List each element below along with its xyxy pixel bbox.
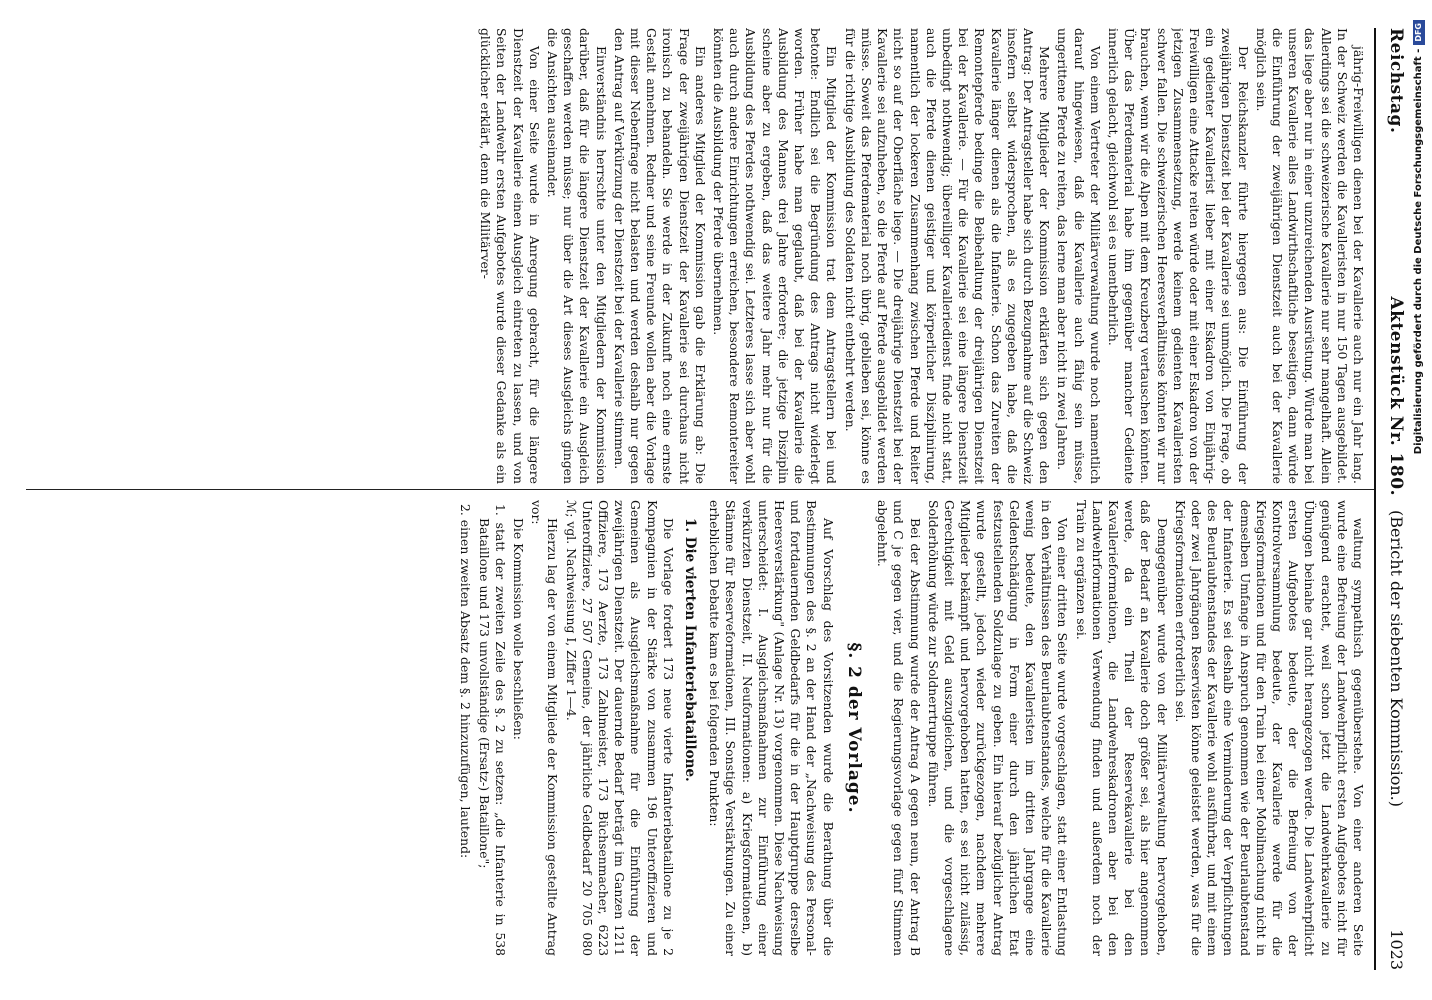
digitization-note: Digitalisierung gefördert durch die Deutsche Forschungsgemeinschaft - <box>1413 48 1424 455</box>
paragraph: Auf Vorschlag des Vorsitzenden wurde die Berathung über die Bestimmungen des §. 2 an der Hand der „Nachweisung des Personal- und fortdauernden Geldbedarfs für die in der Hauptgruppe derselbe Heeresverstärkung" (Anlage Nr. 13) vorgenommen. Diese Nachweisung unterscheidet: I. Ausgleichsmaßnahmen zur Einführung einer verkürzten Dienstzeit, II. Neuformationen: a) Kriegsformationen, b) Stämme für Reserveformationen, III. Sonstige Verstärkungen. Zu einer erheblichen Debatte kam es bei folgenden Punkten: <box>707 500 836 956</box>
section-heading: §. 2 der Vorlage. <box>843 642 864 814</box>
paragraph: Von einer Seite wurde in Anregung gebracht, für die längere Dienstzeit der Kavallerie einen Ausgleich eintreten zu lassen, und von Seiten der Landwehr ersten Aufgebotes wurde dieser Gedanke als ein glücklicher erklärt, denn die Militärver- <box>478 28 542 484</box>
column-divider <box>26 489 1374 490</box>
dfg-logo: DFG <box>1413 20 1425 45</box>
paragraph: jährig-Freiwilligen dienen bei der Kavallerie auch nur ein Jahr lang. In der Schweiz werden die Kavalleristen in nur 150 Tagen ausgebildet. Allerdings sei die schweizerische Kavallerie nur sehr mangelhaft. Allein das liege aber nur in einer unzureichenden Ausrüstung. Würde man bei unseren Kavallerie alles Landwirthschaftliche beseitigen, dann würde die Einführung der zweijährigen Dienstzeit auch bei der Kavallerie möglich sein. <box>1253 28 1366 484</box>
paragraph: Der Reichskanzler führte hiergegen aus: Die Einführung der zweijährigen Dienstzeit bei der Kavallerie sei unmöglich. Die Frage, ob ein gedienter Kavallerist lieber mit einer Eskadron von Einjährig-Freiwilligen eine Attacke reiten würde oder mit einer Eskadron von der jetzigen Zusammensetzung, werde keinem gedienten Kavalleristen schwer fallen. Die schweizerischen Heeresverhältnisse könnten wir nur brauchen, wenn wir die Alpen mit dem Kreuzberg vertauschen könnten. Über das Pferdematerial habe ihm gegenüber mancher Gediente innerlich gelacht, gleichwohl sei es unentbehrlich. <box>1105 28 1251 484</box>
header-aktenstueck: Aktenstück Nr. 180. <box>1386 296 1406 496</box>
paragraph: Die Vorlage fordert 173 neue vierte Infanteriebataillone zu je 2 Kompagnien in der Stärke von zusammen 196 Unteroffizieren und Gemeinen als Ausgleichsmaßnahme für die Einführung der zweijährigen Dienstzeit. Der dauernde Bedarf beträgt im Ganzen 1211 Offiziere, 173 Aerzte, 173 Zahlmeister, 173 Büchsenmacher, 6223 Unteroffiziere, 27 507 Gemeine, der jährliche Geldbedarf 20 705 080 ℳ; vgl. Nachweisung I, Ziffer 1—4. <box>563 500 676 956</box>
header-left <box>1386 28 1406 496</box>
paragraph: Ein Mitglied der Kommission trat dem Antragstellern bei und betonte: Endlich sei die Begründung des Antrags nicht widerlegt worden. Früher habe man geglaubt, daß bei der Kavallerie die Ausbildung des Mannes drei Jahre erfordere; die jetzige Disziplin scheine aber zu ergeben, daß das weitere Jahr mehr nur für die Ausbildung des Pferdes nothwendig sei. Letzteres lasse sich aber wohl auch durch andere Einrichtungen erreichen, besondere Remontereiter könnten die Ausbildung der Pferde übernehmen. <box>711 28 840 484</box>
paragraph: Bei der Abstimmung wurde der Antrag A gegen neun, der Antrag B und C je gegen vier, und die Regierungsvorlage gegen fünf Stimmen abgelehnt. <box>875 500 923 956</box>
paragraph: Von einer dritten Seite wurde vorgeschlagen, statt einer Entlastung in den Verhältnissen des Beurlaubtenstandes, welche für die Kavallerie wenig bedeute, den Kavalleristen im dritten Jahrgange eine Geldentschädigung in Form einer durch den jährlichen Etat festzustellenden Soldzulage zu geben. Ein hierauf bezüglicher Antrag wurde gestellt, jedoch wieder zurückgezogen, nachdem mehrere Mitglieder bekämpft und hervorgehoben hatten, es sei nicht zulässig, Gerechtigkeit mit Geld auszugleichen, und die vorgeschlagene Solderhöhung würde zur Soldnerrtruppe führen. <box>925 500 1071 956</box>
right-column <box>26 500 1366 956</box>
paragraph: waltung sympathisch gegenüberstehe. Von einer anderen Seite wurde eine Befreiung der Landwehrpflicht ersten Aufgebotes nicht für genügend erachtet, weil schon jetzt die Landwehrkavallerie zu Übungen beinahe gar nicht herangezogen werde. Die Landwehrpflicht ersten Aufgebotes bedeute, der die Befreiung von der Kontrolversammlung bedeute, der Kavallerie werde für die Kriegsformationen und für den Train bei einer Mobilmachung nicht in demselben Umfange in Anspruch genommen wie der Beurlaubtenstand der Infanterie. Es sei deshalb eine Verminderung der Verpflichtungen des Beurlaubtenstandes der Kavallerie wohl ausführbar, und mit einem oder zwei Jahrgängen Reservisten könne geleistet werden, was für die Kriegsformationen erforderlich sei. <box>1172 500 1366 956</box>
header-rule <box>1374 28 1376 970</box>
paragraph: Mehrere Mitglieder der Kommission erklärten sich gegen den Antrag: Der Antragsteller habe sich durch Bezugnahme auf die Schweiz insofern selbst widersprochen, als es zugegeben habe, daß die Kavallerie länger dienen als die Infanterie. Schon das Zureiten der Remontepferde bedinge die Beibehaltung der dreijährigen Dienstzeit bei der Kavallerie. — Für die Kavallerie sei eine längere Dienstzeit unbedingt nothwendig; übereilliger Kavalleriedienst finde nicht statt, auch die Pferde dienen geistiger und körperlicher Disziplinirung, namentlich der lockeren Zusammenhang zwischen Pferde und Reiter nicht so auf der Oberfläche liege. — Die dreijährige Dienstzeit bei der Kavallerie sei aufzuheben, so die Pferde auf Pferde ausgebildet werden müsse. Soweit das Pferdematerial noch übrig, geblieben sei, könne es für die richtige Ausbildung des Soldaten nicht entbehrt werden. <box>842 28 1053 484</box>
paragraph: Von einem Vertreter der Militärverwaltung wurde noch namentlich darauf hingewiesen, daß die Kavallerie auch fähig sein müsse, ungerittene Pferde zu reiten, das lerne man aber nicht in zwei Jahren. <box>1055 28 1103 484</box>
list-item: 2. einen zweiten Absatz dem §. 2 hinzuzufügen, lautend: <box>458 504 474 859</box>
header-bericht: (Bericht der siebenten Kommission.) <box>1387 510 1406 807</box>
header-right <box>1387 510 1406 970</box>
subsection-heading: 1. Die vierten Infanteriebataillone. <box>682 518 699 782</box>
left-column <box>26 28 1366 484</box>
paragraph: Hierzu lag der von einem Mitgliede der Kommission gestellte Antrag vor: <box>529 500 561 956</box>
list-item: 1. statt der zweiten Zeile des §. 2 zu setzen: „die Infanterie in 538 Bataillone und 173 unvollständige (Ersatz-) Bataillone"; <box>476 504 508 956</box>
header-reichstag: Reichstag. <box>1386 28 1406 134</box>
paragraph: Einverständnis herrschte unter den Mitgliedern der Kommission darüber, daß für die längere Dienstzeit der Kavallerie ein Ausgleich geschaffen werden müsse; nur über die Art dieses Ausgleichs gingen die Ansichten auseinander. <box>545 28 609 484</box>
paragraph: Die Kommission wolle beschließen: <box>511 518 527 740</box>
paragraph: Demgegenüber wurde von der Militärverwaltung hervorgehoben, daß der Bedarf an Kavallerie doch größer sei, als hier angenommen werde, da ein Theil der Reservekavallerie bei den Kavallerieformationen, die Landwehreskadronen aber bei den Landwehrformationen Verwendung finden und außerdem noch der Train zu ergänzen sei. <box>1073 500 1170 956</box>
digitization-footer <box>1412 20 1426 980</box>
paragraph: Ein anderes Mitglied der Kommission gab die Erklärung ab: Die Frage der zweijährigen Dienstzeit der Kavallerie sei durchaus nicht ironisch zu behandeln. Sie werde in der Zukunft noch eine ernste Gestalt annehmen. Redner und seine Freunde wollen aber die Vorlage mit dieser Nebenfrage nicht belasten und werden deshalb nur gegen den Antrag auf Verkürzung der Dienstzeit bei der Kavallerie stimmen. <box>611 28 708 484</box>
page-number: 1023 <box>1387 929 1406 970</box>
